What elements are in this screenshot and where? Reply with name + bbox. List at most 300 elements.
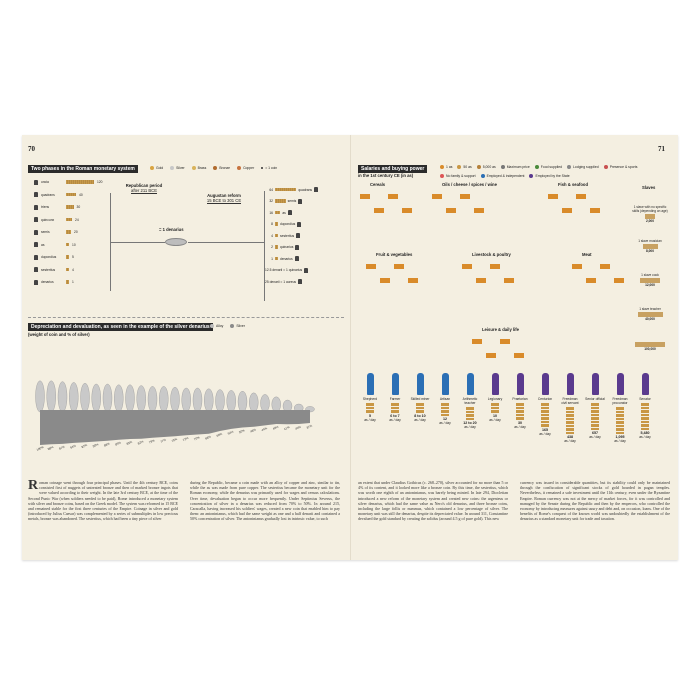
coin-weight-mark — [114, 385, 123, 412]
coin-stack — [66, 218, 72, 221]
metal-legend — [150, 166, 277, 170]
wage-value: 5 — [369, 413, 371, 418]
price-stack — [394, 264, 404, 269]
salary-legend-item — [567, 165, 599, 169]
coin-weight-mark — [216, 390, 225, 412]
worker-figure — [560, 373, 580, 443]
legend-one-coin: = 1 coin — [261, 166, 277, 170]
salaries-subtitle: in the 1st century CE (in as) — [358, 173, 414, 178]
worker-figure — [435, 373, 455, 425]
price-item — [432, 194, 442, 200]
price-stack — [460, 194, 470, 199]
wage-token — [466, 414, 474, 417]
coin-stack — [66, 180, 94, 183]
wage-value: 30 — [518, 420, 522, 425]
augustan-coin-row — [265, 245, 299, 250]
coin-holder-icon — [295, 245, 299, 250]
slave-price-value: 8,000 — [646, 249, 654, 253]
silver-percent-label: 37% — [305, 423, 313, 430]
silver-percent-label: 60% — [215, 431, 223, 438]
wage-token — [441, 410, 449, 413]
coin-name: quinarius — [280, 245, 294, 249]
category-title: Meat — [582, 252, 592, 257]
legend-label: Presence & sports — [609, 165, 638, 169]
price-item — [548, 194, 558, 200]
coin-weight-mark — [126, 385, 135, 412]
coin-stack — [66, 243, 69, 246]
republican-coin-row — [34, 229, 78, 235]
price-item — [360, 194, 370, 200]
wage-token — [441, 407, 449, 410]
coin-stack — [275, 234, 278, 237]
wage-token — [516, 407, 524, 410]
wage-value: 6 to 7 — [390, 413, 400, 418]
worker-name: Freedman procurator — [612, 397, 628, 405]
worker-figure — [610, 373, 630, 443]
slave-price-item — [632, 341, 668, 351]
coin-name: sestertius — [280, 233, 295, 238]
price-stack — [576, 194, 586, 199]
salary-legend-item — [501, 165, 530, 169]
worker-figure — [410, 373, 430, 422]
wage-unit: as / day — [489, 417, 501, 422]
legend-swatch — [529, 174, 533, 178]
price-item — [380, 278, 390, 284]
coin-holder-icon — [298, 199, 302, 204]
coin-count: 5 — [72, 255, 74, 259]
worker-name: Freedman civil servant — [561, 397, 579, 405]
coin-holder-icon — [314, 187, 318, 192]
republican-coin-row — [34, 179, 103, 185]
coin-count: 30 — [76, 205, 81, 209]
section-title-depreciation: Depreciation and devaluation, as seen in the example of the silver denarius — [28, 323, 213, 331]
wage-token — [641, 428, 649, 431]
wage-token — [516, 410, 524, 413]
legend-swatch — [440, 165, 444, 169]
person-icon — [492, 373, 499, 395]
silver-percent-label: 88% — [103, 441, 111, 448]
wage-token — [591, 417, 599, 420]
worker-figure — [635, 373, 655, 439]
legend-brass: Brass — [192, 166, 207, 170]
person-icon — [592, 373, 599, 395]
wage-value: 12 to 20 — [463, 421, 477, 425]
coin-name: quadrans — [41, 192, 55, 197]
price-stack — [366, 264, 376, 269]
augustan-coin-row — [265, 222, 301, 227]
coin-name: triens — [41, 205, 50, 209]
left-column-1-text: Roman coinage went through four principal phases. Until the 4th century BCE, coins consisted first of nuggets of untreated bronze and then of marked bronze ingots that were valued according to their weight. In the late 3rd century BCE, at the time of the Second Punic War (when soldiers needed to be paid), Rome introduced a monetary system with silver and bronze coins, based on the Greek model. The system was reformed in 15 BCE and remained stable for the first three centuries of the Empire. Coinage in silver and gold (introduced by Julius Caesar) was complemented by a series of submultiples in low precious metals, bronze was abandoned. The sestertius, which had been a tiny piece of silver — [28, 478, 178, 522]
price-item — [402, 208, 412, 214]
person-icon — [417, 373, 424, 395]
wage-value: 438 — [567, 435, 573, 439]
price-stack — [388, 194, 398, 199]
republican-coin-row — [34, 217, 79, 223]
silver-percent-label: 70% — [193, 435, 201, 442]
wage-token — [566, 414, 574, 417]
coin-weight-mark — [92, 384, 101, 412]
price-stack — [380, 278, 390, 283]
depreciation-subtitle: (weight of coin and % of silver) — [28, 332, 90, 337]
legend-label: Food supplied — [540, 165, 563, 169]
wage-token — [416, 403, 424, 406]
coin-weight-mark — [69, 382, 78, 412]
wage-token — [566, 428, 574, 431]
silver-percent-label: 97% — [58, 444, 66, 451]
coin-stack — [275, 199, 286, 202]
person-icon — [467, 373, 474, 395]
price-item — [504, 278, 514, 284]
price-item — [514, 353, 524, 359]
wage-unit: as / day — [464, 425, 476, 429]
wage-unit: as / day — [389, 417, 401, 422]
worker-name: Artisan — [439, 397, 451, 401]
silver-percent-label: 44% — [260, 426, 268, 433]
wage-token — [616, 428, 624, 431]
coin-holder-icon — [296, 233, 300, 238]
wage-token — [591, 428, 599, 431]
coin-weight-mark — [159, 386, 168, 412]
wage-token — [641, 403, 649, 406]
legend-silver: Silver — [170, 166, 184, 170]
silver-percent-label: 68% — [204, 434, 212, 441]
republican-coin-row — [34, 267, 74, 273]
price-item — [490, 264, 500, 270]
silver-percent-label: 83% — [125, 439, 133, 446]
coin-count: 32 — [269, 199, 273, 203]
silver-percent-label: 85% — [114, 440, 122, 447]
slave-price-item — [632, 273, 668, 287]
legend-swatch — [440, 174, 444, 178]
price-stack — [614, 278, 624, 283]
price-stack — [374, 208, 384, 213]
coin-stack — [275, 245, 278, 248]
price-item — [394, 264, 404, 270]
republican-period-label: Republican period after 211 BCE — [125, 183, 163, 193]
augustan-coin-row — [265, 187, 318, 192]
price-stack — [360, 194, 370, 199]
wage-tokens — [516, 403, 524, 420]
price-item — [474, 208, 484, 214]
coin-count: 4 — [72, 267, 74, 272]
silver-percent-label: 100% — [35, 445, 45, 452]
legend-bronze: Bronze — [213, 166, 230, 170]
price-stack — [462, 264, 472, 269]
augustan-coin-row — [265, 256, 299, 261]
wage-token — [591, 424, 599, 427]
republican-coin-row — [34, 279, 74, 285]
slave-label: 1 slave musician — [638, 239, 662, 243]
legend-label: 50 as — [463, 165, 472, 169]
page-number-left: 70 — [28, 145, 35, 153]
wage-token — [566, 418, 574, 421]
coin-weight-mark — [81, 383, 90, 412]
wage-token — [391, 410, 399, 413]
coin-stack — [275, 222, 278, 225]
wage-token — [566, 411, 574, 414]
coin-weight-mark — [204, 389, 213, 412]
price-item — [460, 194, 470, 200]
wage-token — [591, 403, 599, 406]
coin-holder-icon — [34, 267, 38, 272]
section-title-monetary: Two phases in the Roman monetary system — [28, 165, 138, 173]
wage-token — [516, 417, 524, 420]
wage-token — [591, 410, 599, 413]
wage-token — [441, 403, 449, 406]
wage-token — [641, 417, 649, 420]
price-stack — [472, 339, 482, 344]
coin-count: 120 — [97, 180, 103, 184]
category-title: Fruit & vegetables — [376, 252, 413, 257]
worker-figure — [485, 373, 505, 422]
legend-swatch — [481, 174, 485, 178]
wage-token — [491, 410, 499, 413]
slave-price-value: 12,000 — [645, 283, 655, 287]
price-stack — [572, 264, 582, 269]
coin-name: dupondius — [41, 255, 57, 259]
wage-tokens — [641, 403, 649, 430]
denarius-coin-icon — [165, 238, 187, 246]
person-icon — [517, 373, 524, 395]
wage-token — [391, 403, 399, 406]
wage-value: 165 — [542, 427, 548, 432]
connector-left — [110, 242, 165, 243]
section-title-salaries: Salaries and buying power — [358, 165, 427, 173]
augustan-coin-row — [265, 233, 300, 238]
price-stack — [490, 264, 500, 269]
coin-stack — [66, 193, 76, 196]
wage-token — [491, 407, 499, 410]
slave-price-item — [632, 239, 668, 253]
republican-coin-row — [34, 254, 74, 260]
republican-coin-row — [34, 242, 76, 248]
worker-name: Senator — [639, 397, 651, 401]
wage-token — [616, 432, 624, 435]
wage-value: 657 — [592, 431, 598, 435]
wage-token — [641, 421, 649, 424]
coin-count: 4 — [271, 233, 273, 238]
coin-stack — [66, 205, 74, 208]
wage-token — [491, 403, 499, 406]
legend-alloy: Alloy — [210, 324, 223, 328]
coin-name: dupondius — [280, 222, 296, 226]
wage-unit: as / day — [614, 439, 626, 443]
wage-value: 1,095 — [615, 435, 625, 439]
wage-unit: as / day — [639, 435, 651, 439]
legend-swatch — [604, 165, 608, 169]
coin-holder-icon — [298, 279, 302, 284]
depreciation-chart — [28, 340, 344, 455]
page-number-right: 71 — [658, 145, 665, 153]
coin-holder-icon — [297, 222, 301, 227]
connector-right — [188, 242, 264, 243]
connector-left-vertical — [110, 193, 111, 291]
salary-legend-item — [529, 174, 569, 178]
price-item — [562, 208, 572, 214]
coin-name: 12.5 denarii = 1 quinarius — [265, 268, 303, 272]
wage-token — [466, 418, 474, 421]
coin-name: sestertius — [41, 267, 56, 272]
silver-percent-label: 75% — [170, 436, 178, 444]
coin-name: denarius — [41, 280, 54, 284]
slave-label: 1 slave cook — [641, 273, 659, 277]
person-icon — [442, 373, 449, 395]
wage-token — [566, 425, 574, 428]
coin-weight-mark — [171, 387, 180, 412]
slave-price-value: 40,000 — [645, 317, 655, 321]
wage-unit: as / day — [589, 435, 601, 439]
silver-percent-label: 90% — [91, 442, 100, 449]
slave-price-item — [632, 205, 668, 223]
coin-holder-icon — [304, 268, 308, 273]
dropcap: R — [28, 478, 39, 493]
worker-name: Skilled miner — [410, 397, 430, 401]
wage-value: 10 — [493, 413, 497, 418]
wage-tokens — [591, 403, 599, 430]
category-title: Oils / cheese / spices / wine — [442, 182, 497, 187]
wage-tokens — [466, 407, 474, 420]
wage-token — [566, 407, 574, 410]
wage-tokens — [616, 407, 624, 434]
salary-legend-item — [477, 165, 496, 169]
price-stack — [402, 208, 412, 213]
wage-token — [641, 407, 649, 410]
wage-token — [516, 414, 524, 417]
salary-legend-item — [481, 174, 525, 178]
coin-holder-icon — [288, 210, 292, 215]
wage-tokens — [541, 403, 549, 427]
silver-percent-label: 98% — [46, 445, 55, 452]
wage-token — [366, 403, 374, 406]
coin-name: quincunx — [41, 217, 55, 222]
silver-percent-label: 79% — [148, 438, 156, 445]
coin-holder-icon — [34, 180, 38, 185]
wage-token — [541, 414, 549, 417]
coin-name: 25 denarii = 1 aureus — [265, 279, 297, 284]
legend-gold: Gold — [150, 166, 163, 170]
price-item — [486, 353, 496, 359]
republican-coin-row — [34, 204, 80, 210]
coin-weight-mark — [47, 381, 56, 412]
salary-legend-item — [440, 165, 452, 169]
price-item — [600, 264, 610, 270]
person-icon — [542, 373, 549, 395]
wage-value: 12 — [443, 417, 447, 421]
augustan-coin-row — [265, 199, 302, 204]
silver-percent-label: 48% — [249, 427, 257, 434]
wage-token — [391, 407, 399, 410]
coin-name: as — [282, 210, 286, 215]
slave-label: 1 slave with no specific skills (depending on age) — [632, 205, 668, 213]
legend-label: 5,000 as — [482, 165, 496, 169]
legend-label: Employed by the State — [535, 174, 570, 178]
worker-figure — [510, 373, 530, 429]
wage-token — [466, 407, 474, 410]
coin-weight-mark — [193, 388, 202, 412]
price-stack — [486, 353, 496, 358]
legend-swatch — [501, 165, 505, 169]
category-title: Cereals — [370, 182, 386, 187]
wage-unit: as / day — [364, 417, 376, 422]
wage-token — [616, 407, 624, 410]
wage-token — [616, 425, 624, 428]
augustan-coin-row — [265, 210, 292, 215]
price-item — [366, 264, 376, 270]
coin-holder-icon — [34, 242, 38, 247]
worker-figure — [535, 373, 555, 436]
price-item — [500, 339, 510, 345]
price-item — [586, 278, 596, 284]
coin-count: 1 — [271, 256, 273, 261]
person-icon — [617, 373, 624, 395]
legend-label: No family & support — [446, 174, 476, 178]
wage-token — [616, 421, 624, 424]
coin-weight-mark — [272, 397, 281, 412]
coin-count: 20 — [74, 230, 78, 234]
worker-name: Arithmetic teacher — [462, 397, 478, 405]
coin-count: 1 — [72, 280, 74, 284]
coin-weight-mark — [103, 384, 112, 412]
wage-token — [616, 411, 624, 414]
wage-token — [366, 410, 374, 413]
price-item — [476, 278, 486, 284]
coin-weight-mark — [137, 386, 146, 412]
coin-weight-mark — [36, 381, 45, 412]
wage-value: 8 to 10 — [414, 413, 426, 418]
wage-token — [441, 414, 449, 417]
coin-weight-mark — [238, 391, 247, 412]
price-stack — [514, 353, 524, 358]
gutter — [350, 135, 351, 560]
worker-figure — [385, 373, 405, 422]
price-stack — [408, 278, 418, 283]
silver-percent-label: 82% — [136, 439, 145, 446]
coin-stack — [66, 268, 69, 271]
coin-holder-icon — [34, 280, 38, 285]
right-column-2-text: currency was issued in considerable quantities, but its stability could only be maintained through the confiscation of significant stocks of gold hoarded in pagan temples. Nevertheless, it remained a safe investment until the 11th century, even under the Byzantine Empire. Roman currency was not at the mercy of market forces, for it was controlled and managed by the Senate during the Republic and then by the emperors, who controlled the economy by introducing measures against usury and debt and, on occasion, loans. One of the benefits of Rome's conquest of the known world was undoubtedly the establishment of the denarius as a standard monetary unit for trade and taxation. — [520, 480, 670, 522]
price-stack — [590, 208, 600, 213]
salary-legend — [440, 165, 675, 178]
wage-token — [616, 414, 624, 417]
wage-tokens — [566, 407, 574, 434]
center-denarius-label: = 1 denarius — [159, 227, 184, 232]
legend-label: Employed & independent — [486, 174, 525, 178]
worker-name: Praetorian — [512, 397, 528, 401]
salary-legend-item — [535, 165, 562, 169]
coin-weight-mark — [148, 386, 157, 412]
worker-name: Senior official — [585, 397, 605, 401]
price-item — [576, 194, 586, 200]
price-stack — [586, 278, 596, 283]
wage-token — [566, 421, 574, 424]
coin-weight-mark — [227, 390, 236, 412]
wage-token — [591, 407, 599, 410]
worker-figure — [360, 373, 380, 422]
wage-token — [416, 407, 424, 410]
legend-copper: Copper — [237, 166, 254, 170]
coin-name: semis — [41, 230, 50, 234]
wage-token — [591, 414, 599, 417]
wage-token — [641, 424, 649, 427]
legend-label: 1 as — [446, 165, 453, 169]
legend-label: Maximum price — [506, 165, 530, 169]
wage-tokens — [366, 403, 374, 413]
worker-name: Centurion — [537, 397, 553, 401]
wage-token — [541, 407, 549, 410]
price-stack — [476, 278, 486, 283]
price-item — [462, 264, 472, 270]
silver-percent-label: 41% — [283, 425, 291, 432]
